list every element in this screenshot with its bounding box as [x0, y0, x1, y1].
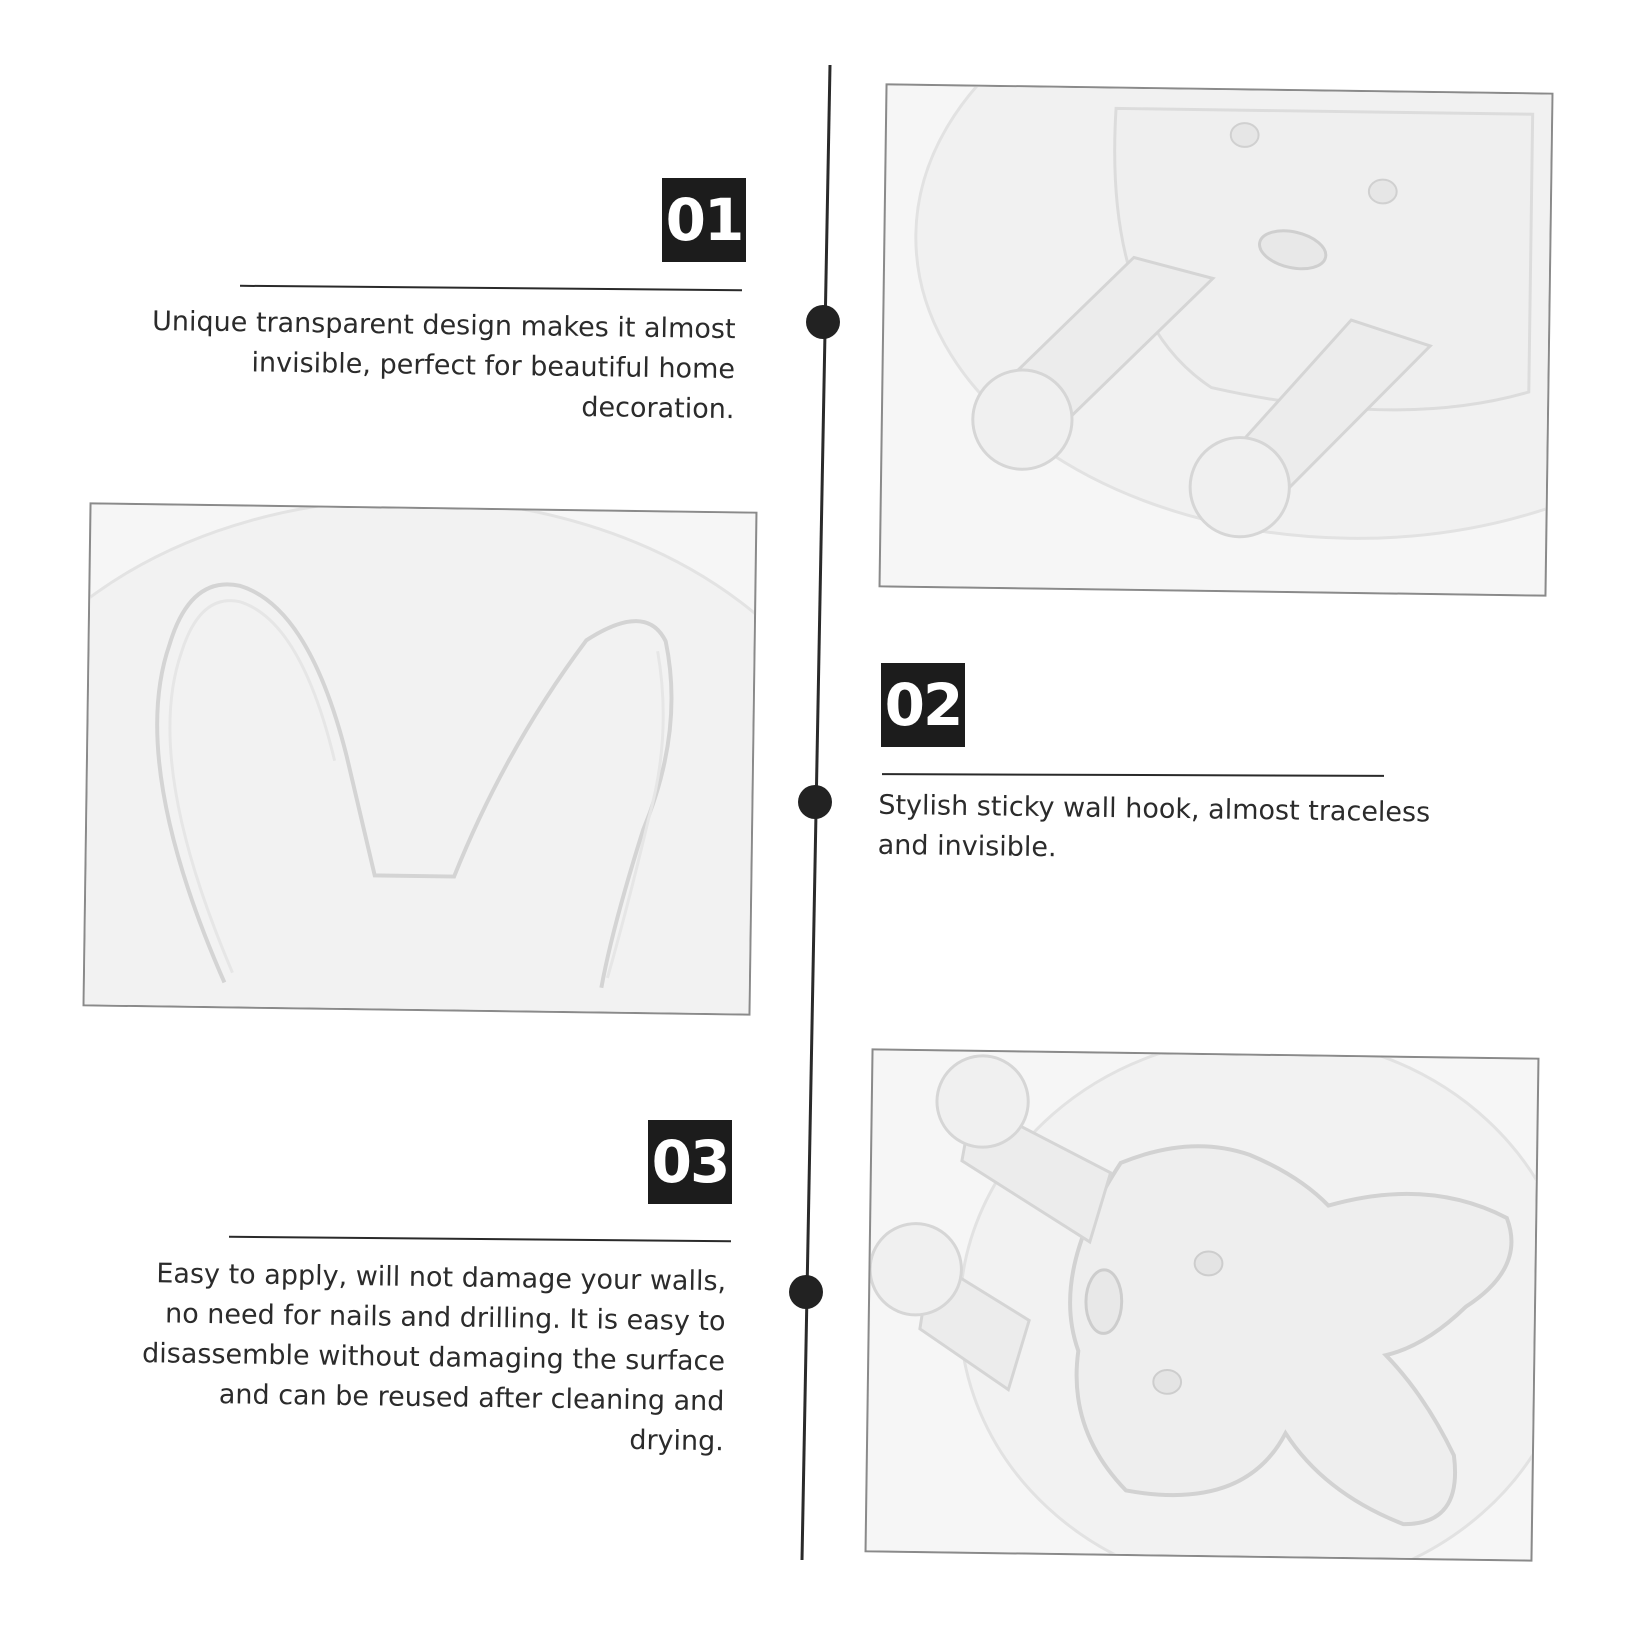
bunny-face-hook-closeup-icon — [881, 85, 1552, 594]
timeline-dot-2 — [798, 785, 832, 819]
feature-number-badge-01: 01 — [662, 178, 746, 262]
feature-number-badge-02: 02 — [881, 663, 965, 747]
product-photo-bunny-ears — [83, 502, 758, 1015]
product-photo-bunny-full — [865, 1048, 1540, 1561]
product-photo-bunny-face — [879, 83, 1554, 596]
feature-number-badge-03: 03 — [648, 1120, 732, 1204]
timeline-dot-1 — [806, 305, 840, 339]
feature-description-03: Easy to apply, will not damage your walls, no need for nails and drilling. It is easy to disassemble without damaging the surface and can be reused after cleaning and drying. — [141, 1258, 727, 1458]
feature-description-02: Stylish sticky wall hook, almost traceless and invisible. — [877, 789, 1431, 864]
timeline-dot-3 — [789, 1275, 823, 1309]
bunny-ears-closeup-icon — [85, 504, 756, 1013]
feature-description-01: Unique transparent design makes it almost invisible, perfect for beautiful home decoration. — [151, 305, 736, 426]
bunny-hook-full-view-icon — [867, 1050, 1538, 1559]
